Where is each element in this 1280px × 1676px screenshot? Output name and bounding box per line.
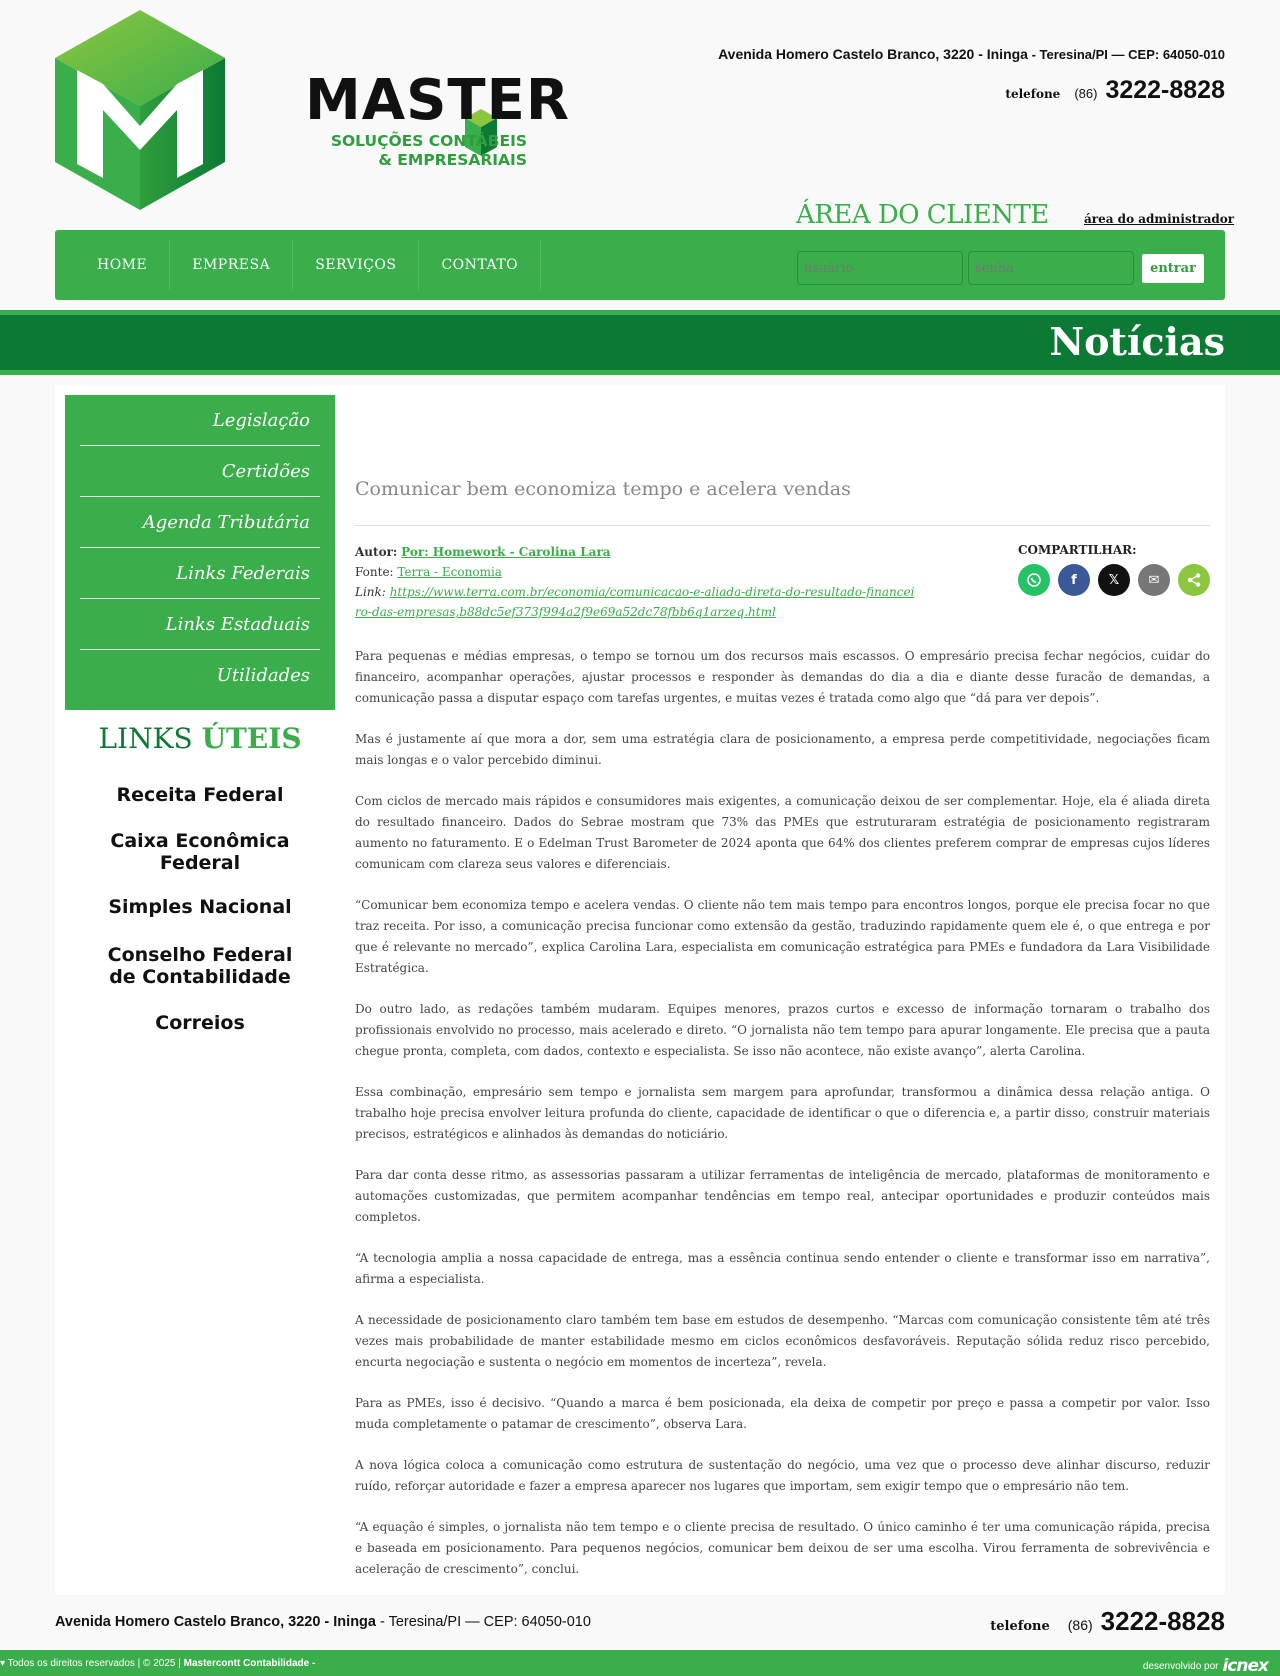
copyright-text: ▾ Todos os direitos reservados | © 2025 | — [0, 1658, 184, 1669]
nav-menu — [75, 240, 541, 290]
article-body — [355, 646, 1210, 1600]
brand-subtitle-line1: SOLUÇÕES CONTÁBEIS — [330, 132, 527, 150]
footer-address — [55, 1614, 591, 1630]
useful-link-simples-nacional[interactable]: Simples Nacional — [108, 896, 292, 918]
client-area-title: ÁREA DO CLIENTE — [796, 200, 1049, 230]
phone-ddd: (86) — [1074, 86, 1098, 101]
logo[interactable] — [55, 10, 570, 210]
sidebar-item-legislacao[interactable]: Legislação — [80, 395, 320, 446]
phone-number: 3222-8828 — [1105, 76, 1225, 104]
article-divider — [355, 525, 1210, 526]
useful-links-title — [65, 722, 335, 755]
copyright-company: Mastercontt Contabilidade - — [183, 1658, 316, 1669]
nav-item-servicos[interactable]: SERVIÇOS — [293, 240, 419, 290]
developed-by-label: desenvolvido por — [1142, 1660, 1219, 1672]
article-paragraph: Do outro lado, as redações também mudaram. Equipes menores, prazos curtos e excesso de informação tornaram o trabalho dos profissionais envolvido no processo, mais acelerado e direto. “O jornalista não tem tempo para apurar longamente. Ele precisa que a pauta chegue pronta, completa, com dados, contexto e especialista. Se isso não acontece, não existe avanço”, alerta Carolina. — [355, 1002, 1210, 1058]
article-url-link[interactable]: https://www.terra.com.br/economia/comunicacao-e-aliada-direta-do-resultado-financeiro-das-empresas,b88dc5ef373f994a2f9e69a52dc78fbb6q1arzeq.html — [355, 585, 915, 619]
footer-phone — [990, 1606, 1225, 1637]
footer-address-street: Avenida Homero Castelo Branco, 3220 - Ininga — [55, 1614, 376, 1630]
password-input[interactable] — [968, 251, 1134, 285]
footer-phone-label: telefone — [990, 1619, 1050, 1634]
useful-link-correios[interactable]: Correios — [155, 1012, 245, 1034]
nav-item-home[interactable]: HOME — [75, 240, 170, 290]
footer-phone-number: 3222-8828 — [1100, 1606, 1225, 1636]
article-paragraph: Essa combinação, empresário sem tempo e jornalista sem margem para aprofundar, transformou a dinâmica dessa relação antiga. O trabalho hoje precisa envolver leitura profunda do cliente, capacidade de identificar o que o diferencia e, a partir disso, construir materiais precisos, estratégicos e alinhados às demandas do noticiário. — [355, 1085, 1210, 1141]
share-icon[interactable] — [1178, 564, 1210, 596]
sidebar-menu — [65, 395, 335, 710]
article-paragraph: Com ciclos de mercado mais rápidos e consumidores mais exigentes, a comunicação deixou de ser complementar. Hoje, ela é aliada direta do resultado financeiro. Dados do Sebrae mostram que 73% das PMEs que estruturaram estratégia de posicionamento registraram aumento no faturamento. E o Edelman Trust Barometer de 2024 aponta que 64% dos clientes preferem comprar de empresas cujos líderes comunicam com clareza seus valores e diferenciais. — [355, 794, 1210, 871]
copyright — [0, 1658, 315, 1669]
header-phone — [1005, 76, 1225, 105]
address-city: - Teresina/PI — CEP: 64050-010 — [1027, 47, 1225, 62]
article-paragraph: Para as PMEs, isso é decisivo. “Quando a marca é bem posicionada, ela deixa de competir por preço e passa a competir por valor. Isso muda completamente o patamar de crescimento”, observa Lara. — [355, 1396, 1210, 1431]
admin-area-link[interactable]: área do administrador — [1084, 212, 1235, 226]
username-input[interactable] — [797, 251, 963, 285]
facebook-icon[interactable]: f — [1058, 564, 1090, 596]
footer-address-city: - Teresina/PI — CEP: 64050-010 — [375, 1614, 591, 1630]
article-paragraph: A necessidade de posicionamento claro também tem base em estudos de desempenho. “Marcas com comunicação consistente têm até três vezes mais probabilidade de manter estabilidade mesmo em ciclos econômicos desfavoráveis. Reputação sólida reduz risco percebido, encurta negociação e sustenta o negócio em momentos de incerteza”, revela. — [355, 1313, 1210, 1369]
useful-links-title-1: LINKS — [98, 722, 193, 755]
footer-bar — [0, 1650, 1280, 1676]
useful-link-caixa[interactable]: Caixa Econômica Federal — [110, 830, 290, 874]
useful-link-receita-federal[interactable]: Receita Federal — [116, 784, 284, 806]
brand-subtitle-line2: & EMPRESARIAIS — [378, 151, 527, 169]
sidebar-item-utilidades[interactable]: Utilidades — [216, 665, 310, 686]
nav-item-empresa[interactable]: EMPRESA — [170, 240, 293, 290]
share-buttons — [1018, 564, 1210, 596]
article-author-row — [355, 542, 915, 562]
article-paragraph: “A equação é simples, o jornalista não tem tempo e o cliente precisa de resultado. O único caminho é ter uma comunicação rápida, precisa e baseada em posicionamento. Para pequenos negócios, comunicar bem deixou de ser uma escolha. Virou ferramenta de sobrevivência e aceleração de crescimento”, conclui. — [355, 1520, 1210, 1576]
sidebar-item-agenda-tributaria[interactable]: Agenda Tributária — [80, 497, 320, 548]
author-link[interactable]: Por: Homework - Carolina Lara — [401, 545, 611, 559]
page-title: Notícias — [1049, 319, 1225, 364]
article-paragraph: A nova lógica coloca a comunicação como estrutura de sustentação do negócio, uma vez que o processo deve alinhar discurso, reduzir ruído, reforçar autoridade e fazer a empresa aparecer nos lugares que importam, sem exigir tempo que o empresário não tem. — [355, 1458, 1210, 1493]
header-address — [718, 46, 1225, 62]
article-source-row — [355, 562, 915, 582]
whatsapp-icon[interactable] — [1018, 564, 1050, 596]
article-meta — [355, 542, 915, 622]
article-paragraph: “A tecnologia amplia a nossa capacidade de entrega, mas a essência continua sendo entender o cliente e transformar isso em narrativa”, afirma a especialista. — [355, 1251, 1210, 1286]
useful-links-title-2: ÚTEIS — [201, 722, 302, 755]
developer-credit[interactable] — [1143, 1656, 1268, 1676]
page-banner — [0, 310, 1280, 375]
article-paragraph: Mas é justamente aí que mora a dor, sem uma estratégia clara de posicionamento, a empresa perde competitividade, negociações ficam mais longas e o valor percebido diminui. — [355, 732, 1210, 767]
email-icon[interactable]: ✉ — [1138, 564, 1170, 596]
article-paragraph: “Comunicar bem economiza tempo e acelera vendas. O cliente não tem mais tempo para encontros longos, porque ele precisa focar no que traz receita. Por isso, a comunicação precisa funcionar como extensão da gestão, traduzindo rapidamente quem ele é, o que entrega e por que é relevante no mercado”, explica Carolina Lara, especialista em comunicação estratégica para PMEs e fundadora da Lara Visibilidade Estratégica. — [355, 898, 1210, 975]
source-label: Fonte: — [355, 565, 394, 579]
link-label: Link: — [355, 585, 386, 599]
footer-phone-ddd: (86) — [1067, 1617, 1093, 1633]
x-twitter-icon[interactable]: 𝕏 — [1098, 564, 1130, 596]
nav-item-contato[interactable]: CONTATO — [419, 240, 541, 290]
brand-name: MASTER — [305, 68, 570, 133]
sidebar-item-links-estaduais[interactable]: Links Estaduais — [80, 599, 320, 650]
sidebar-item-links-federais[interactable]: Links Federais — [80, 548, 320, 599]
source-link[interactable]: Terra - Economia — [397, 565, 502, 579]
developer-logo: icnex — [1222, 1656, 1268, 1676]
article-title: Comunicar bem economiza tempo e acelera vendas — [355, 478, 851, 500]
sidebar-item-certidoes[interactable]: Certidões — [80, 446, 320, 497]
share-label: COMPARTILHAR: — [1018, 543, 1137, 557]
article-paragraph: Para dar conta desse ritmo, as assessorias passaram a utilizar ferramentas de inteligência de mercado, plataformas de monitoramento e automações customizadas, que permitem acompanhar tendências em tempo real, antecipar oportunidades e produzir conteúdos mais completos. — [355, 1168, 1210, 1224]
phone-label: telefone — [1005, 87, 1061, 101]
login-submit-button[interactable]: entrar — [1142, 254, 1204, 283]
useful-link-cfc[interactable]: Conselho Federal de Contabilidade — [107, 944, 293, 988]
author-label: Autor: — [355, 545, 398, 559]
article-link-row — [355, 582, 915, 622]
article-paragraph: Para pequenas e médias empresas, o tempo se tornou um dos recursos mais escassos. O empresário precisa fechar negócios, cuidar do financeiro, acompanhar operações, ajustar processos e responder às demandas do dia a dia e diante desse furacão de demandas, a comunicação passa a disputar espaço com tarefas urgentes, e muitas vezes é tratada como algo que “dá para ver depois”. — [355, 649, 1210, 705]
address-street: Avenida Homero Castelo Branco, 3220 - Ininga — [718, 46, 1028, 62]
brand-subtitle — [317, 132, 527, 170]
